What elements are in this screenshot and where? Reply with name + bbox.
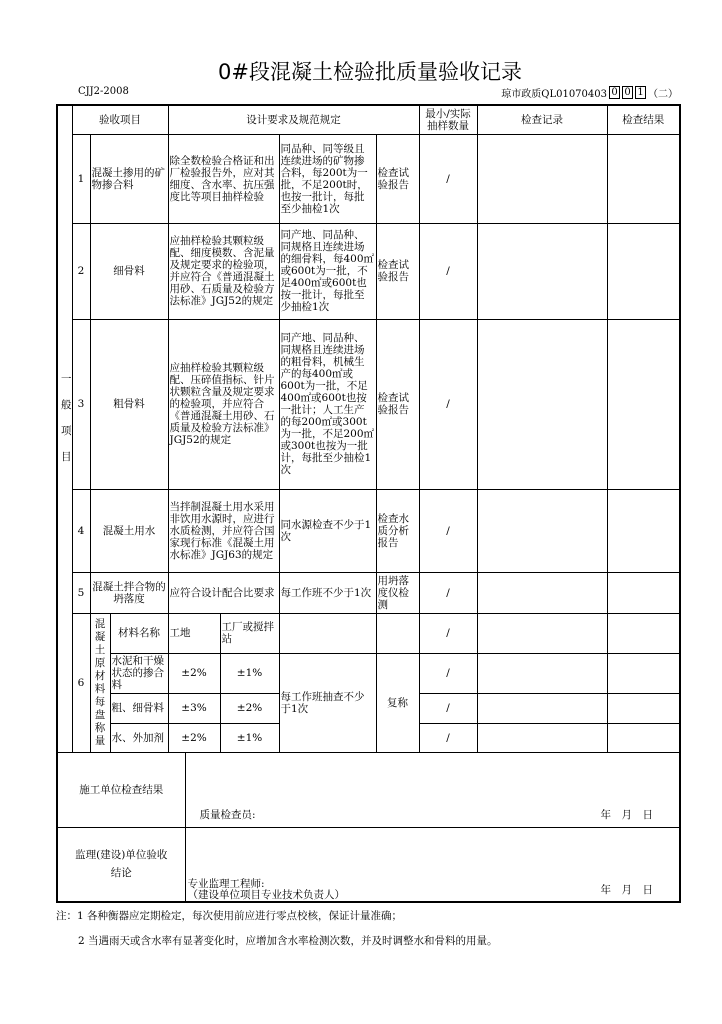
material-site: ±2% xyxy=(168,723,220,752)
row-number: 1 xyxy=(72,134,90,223)
note-2: 2 当遇雨天或含水率有显著变化时，应增加含水率检测次数，并及时调整水和骨料的用量。 xyxy=(78,935,498,947)
row-record[interactable] xyxy=(477,613,607,653)
header-result: 检查结果 xyxy=(607,105,680,134)
form-reference xyxy=(501,85,678,100)
row6-method-empty xyxy=(376,613,419,653)
engineer-label: 专业监理工程师: xyxy=(187,877,265,890)
row-method: 检查水质分析报告 xyxy=(376,489,419,572)
row-requirement: 当拌制混凝土用水采用非饮用水源时，应进行水质检测，并应符合国家现行标准《混凝土用水标准》JGJ63的规定 xyxy=(168,489,279,572)
form-ref-box: 0 xyxy=(622,86,633,99)
row-result[interactable] xyxy=(607,693,680,723)
supervision-label: 监理(建设)单位验收结论 xyxy=(57,827,185,902)
row-item: 粗骨料 xyxy=(90,319,168,489)
form-ref-suffix: （二） xyxy=(648,89,678,100)
row-method: 用坍落度仪检测 xyxy=(376,572,419,613)
row-requirement: 除全数检验合格证和出厂检验报告外，应对其细度、含水率、抗压强度比等项目抽样检验 xyxy=(168,134,279,223)
date-label: 年 月 日 xyxy=(600,883,653,896)
group-label: 一般项目 xyxy=(57,105,72,752)
row-result[interactable] xyxy=(607,319,680,489)
row-sample: / xyxy=(419,723,477,752)
row-sample: / xyxy=(419,693,477,723)
header-requirement: 设计要求及规范规定 xyxy=(168,105,419,134)
row-result[interactable] xyxy=(607,613,680,653)
row-method: 检查试验报告 xyxy=(376,134,419,223)
supervision-signoff-row xyxy=(57,827,680,902)
table-row xyxy=(57,223,680,319)
table-row xyxy=(57,489,680,572)
row-sample: / xyxy=(419,134,477,223)
row-record[interactable] xyxy=(477,723,607,752)
row-frequency: 同水源检查不少于1次 xyxy=(279,489,376,572)
row-number: 5 xyxy=(72,572,90,613)
table-row xyxy=(57,613,680,653)
row-sample: / xyxy=(419,572,477,613)
row-item: 细骨料 xyxy=(90,223,168,319)
row-number: 2 xyxy=(72,223,90,319)
row-result[interactable] xyxy=(607,723,680,752)
header-item: 验收项目 xyxy=(72,105,168,134)
row-item: 混凝土用水 xyxy=(90,489,168,572)
row-result[interactable] xyxy=(607,653,680,693)
row-frequency: 每工作班不少于1次 xyxy=(279,572,376,613)
table-row xyxy=(57,134,680,223)
row-result[interactable] xyxy=(607,134,680,223)
material-name: 水泥和干燥状态的掺合料 xyxy=(110,653,168,693)
row-record[interactable] xyxy=(477,489,607,572)
form-ref-box: 1 xyxy=(635,86,646,99)
row6-method: 复称 xyxy=(376,653,419,752)
row-result[interactable] xyxy=(607,572,680,613)
construction-signoff[interactable] xyxy=(185,752,680,827)
row-result[interactable] xyxy=(607,489,680,572)
material-name: 粗、细骨料 xyxy=(110,693,168,723)
standard-code: CJJ2-2008 xyxy=(78,86,129,97)
row-record[interactable] xyxy=(477,319,607,489)
engineer-note: （建设单位项目专业技术负责人） xyxy=(187,888,345,901)
form-ref-box: 0 xyxy=(609,86,620,99)
page-title: 0#段混凝土检验批质量验收记录 xyxy=(218,60,522,84)
note-1: 注：1 各种衡器应定期检定，每次使用前应进行零点校核，保证计量准确； xyxy=(56,910,403,922)
row-record[interactable] xyxy=(477,223,607,319)
construction-label: 施工单位检查结果 xyxy=(57,752,185,827)
plant-header: 工厂或搅拌站 xyxy=(220,613,279,653)
material-name: 水、外加剂 xyxy=(110,723,168,752)
header-sample: 最小/实际抽样数量 xyxy=(419,105,477,134)
table-row xyxy=(57,319,680,489)
header-row xyxy=(57,105,680,134)
form-ref-prefix: 琼市政质QL01070403 xyxy=(501,89,607,100)
material-plant: ±1% xyxy=(220,653,279,693)
row-sample: / xyxy=(419,319,477,489)
row-record[interactable] xyxy=(477,134,607,223)
row-sample: / xyxy=(419,489,477,572)
material-site: ±3% xyxy=(168,693,220,723)
row-record[interactable] xyxy=(477,653,607,693)
row-number: 4 xyxy=(72,489,90,572)
row-frequency: 同品种、同等级且连续进场的矿物掺合料，每200t为一批，不足200t时，也按一批计，每批至少抽检1次 xyxy=(279,134,376,223)
row-sample: / xyxy=(419,223,477,319)
inspector-label: 质量检查员: xyxy=(199,808,256,821)
row6-frequency: 每工作班抽查不少于1次 xyxy=(279,653,376,752)
row-frequency: 同产地、同品种、同规格且连续进场的细骨料，每400㎡或600t为一批，不足400㎡或600t也按一批计，每批至少抽检1次 xyxy=(279,223,376,319)
date-label: 年 月 日 xyxy=(600,808,653,821)
material-plant: ±1% xyxy=(220,723,279,752)
construction-signoff-row xyxy=(57,752,680,827)
material-row xyxy=(57,653,680,693)
supervision-signoff[interactable] xyxy=(185,827,680,902)
table-row xyxy=(57,572,680,613)
row-sample: / xyxy=(419,653,477,693)
row-item: 混凝土拌合物的坍落度 xyxy=(90,572,168,613)
material-plant: ±2% xyxy=(220,693,279,723)
material-header: 材料名称 xyxy=(110,613,168,653)
row-requirement: 应抽样检验其颗粒级配、压碎值指标、针片状颗粒含量及规定要求的检验项，并应符合《普通混凝土用砂、石质量及检验方法标准》JGJ52的规定 xyxy=(168,319,279,489)
inspection-table xyxy=(56,104,681,903)
row-method: 检查试验报告 xyxy=(376,319,419,489)
row-record[interactable] xyxy=(477,693,607,723)
row-method: 检查试验报告 xyxy=(376,223,419,319)
header-record: 检查记录 xyxy=(477,105,607,134)
row6-frequency-empty xyxy=(279,613,376,653)
row-record[interactable] xyxy=(477,572,607,613)
row-requirement: 应抽样检验其颗粒级配、细度模数、含泥量及规定要求的检验项，并应符合《普通混凝土用砂、石质量及检验方法标准》JGJ52的规定 xyxy=(168,223,279,319)
row-item: 混凝土掺用的矿物掺合料 xyxy=(90,134,168,223)
row-requirement: 应符合设计配合比要求 xyxy=(168,572,279,613)
site-header: 工地 xyxy=(168,613,220,653)
row-number: 6 xyxy=(72,613,90,752)
row-result[interactable] xyxy=(607,223,680,319)
row-number: 3 xyxy=(72,319,90,489)
material-site: ±2% xyxy=(168,653,220,693)
row-sample: / xyxy=(419,613,477,653)
row-frequency: 同产地、同品种、同规格且连续进场的粗骨料，机械生产的每400㎡或600t为一批，不足400㎡或600t也按一批计；人工生产的每200㎡或300t为一批，不足200㎡或300t也按为一批计，每批至少抽检1次 xyxy=(279,319,376,489)
row6-label: 混凝土原材料每盘称量 xyxy=(90,613,110,752)
